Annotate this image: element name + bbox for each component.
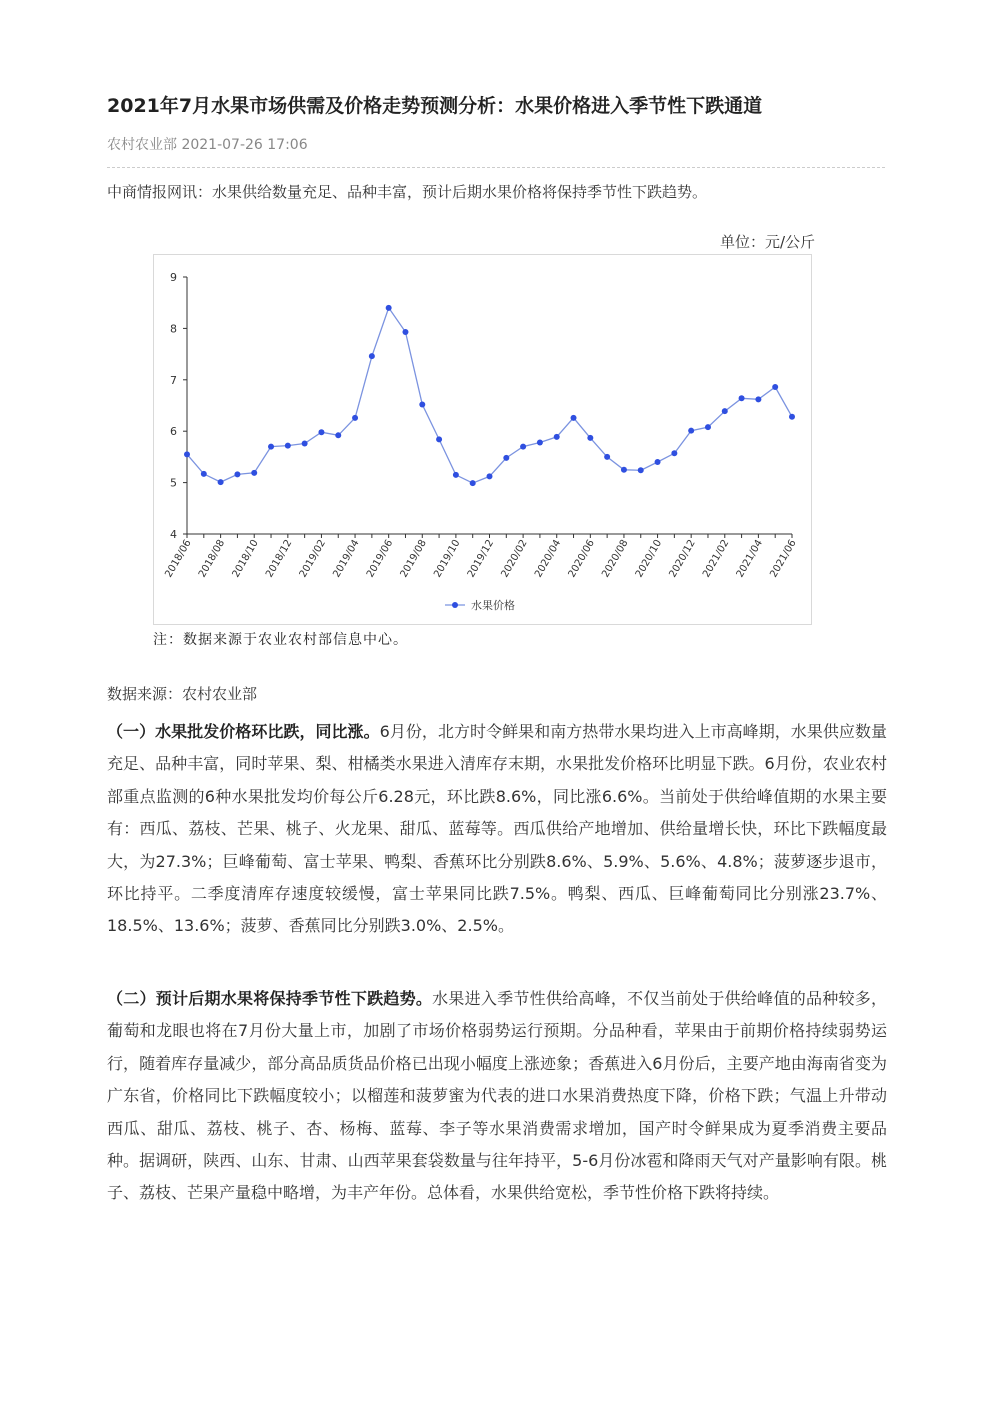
x-tick-label: 2021/02	[701, 538, 732, 580]
data-point	[470, 480, 476, 486]
paragraph-2-heading: （二）预计后期水果将保持季节性下跌趋势。	[107, 989, 433, 1008]
data-point	[386, 305, 392, 311]
data-point	[571, 415, 577, 421]
data-point	[318, 429, 324, 435]
data-point	[772, 384, 778, 390]
x-tick-label: 2021/06	[768, 538, 799, 580]
data-point	[419, 401, 425, 407]
data-source: 数据来源：农村农业部	[107, 685, 258, 703]
data-point	[436, 436, 442, 442]
price-chart	[153, 254, 812, 625]
data-point	[755, 396, 761, 402]
data-point	[234, 471, 240, 477]
y-tick-label: 7	[170, 373, 177, 387]
data-point	[402, 329, 408, 335]
data-point	[352, 415, 358, 421]
data-point	[537, 440, 543, 446]
data-point	[688, 428, 694, 434]
divider	[107, 167, 885, 168]
data-point	[671, 450, 677, 456]
chart-note: 注：数据来源于农业农村部信息中心。	[153, 632, 408, 648]
x-tick-label: 2021/04	[734, 538, 765, 580]
data-point	[218, 479, 224, 485]
data-point	[587, 435, 593, 441]
x-tick-label: 2018/06	[163, 538, 194, 580]
data-point	[453, 472, 459, 478]
lead-paragraph: 中商情报网讯：水果供给数量充足、品种丰富，预计后期水果价格将保持季节性下跌趋势。	[107, 183, 708, 201]
x-tick-label: 2019/12	[465, 538, 497, 580]
data-point	[638, 467, 644, 473]
price-chart-svg	[154, 255, 811, 624]
data-point	[184, 451, 190, 457]
legend-label: 水果价格	[471, 599, 515, 612]
paragraph-1-heading: （一）水果批发价格环比跌，同比涨。	[107, 722, 380, 741]
x-tick-label: 2020/04	[533, 538, 564, 580]
paragraph-2	[107, 983, 887, 1210]
x-tick-label: 2019/02	[297, 538, 329, 580]
legend-marker	[452, 602, 458, 608]
paragraph-2-body: 水果进入季节性供给高峰，不仅当前处于供给峰值的品种较多，葡萄和龙眼也将在7月份大量上市，加剧了市场价格弱势运行预期。分品种看，苹果由于前期价格持续弱势运行，随着库存量减少，部分高品质货品价格已出现小幅度上涨迹象；香蕉进入6月份后，主要产地由海南省变为广东省，价格同比下跌幅度较小；以榴莲和菠萝蜜为代表的进口水果消费热度下降，价格下跌；气温上升带动西瓜、甜瓜、荔枝、桃子、杏、杨梅、蓝莓、李子等水果消费需求增加，国产时令鲜果成为夏季消费主要品种。据调研，陕西、山东、甘肃、山西苹果套袋数量与往年持平，5-6月份冰雹和降雨天气对产量影响有限。桃子、荔枝、芒果产量稳中略增，为丰产年份。总体看，水果供给宽松，季节性价格下跌将持续。	[107, 989, 887, 1203]
data-point	[251, 470, 257, 476]
y-tick-label: 9	[170, 271, 177, 284]
x-tick-label: 2018/12	[264, 538, 295, 580]
article-meta: 农村农业部 2021-07-26 17:06	[107, 137, 308, 153]
data-point	[739, 395, 745, 401]
x-tick-label: 2020/06	[566, 538, 597, 580]
x-tick-label: 2020/12	[667, 538, 698, 580]
data-point	[722, 408, 728, 414]
paragraph-1-body: 6月份，北方时令鲜果和南方热带水果均进入上市高峰期，水果供应数量充足、品种丰富，同时苹果、梨、柑橘类水果进入清库存末期，水果批发价格环比明显下跌。6月份，农业农村部重点监测的6种水果批发均价每公斤6.28元，环比跌8.6%，同比涨6.6%。当前处于供给峰值期的水果主要有：西瓜、荔枝、芒果、桃子、火龙果、甜瓜、蓝莓等。西瓜供给产地增加、供给量增长快，环比下跌幅度最大，为27.3%；巨峰葡萄、富士苹果、鸭梨、香蕉环比分别跌8.6%、5.9%、5.6%、4.8%；菠萝逐步退市，环比持平。二季度清库存速度较缓慢，富士苹果同比跌7.5%。鸭梨、西瓜、巨峰葡萄同比分别涨23.7%、18.5%、13.6%；菠萝、香蕉同比分别跌3.0%、2.5%。	[107, 722, 887, 936]
data-point	[302, 441, 308, 447]
x-tick-label: 2020/08	[600, 538, 631, 580]
data-point	[789, 414, 795, 420]
x-tick-label: 2019/04	[331, 538, 362, 580]
x-tick-label: 2020/10	[633, 538, 665, 580]
data-point	[621, 467, 627, 473]
data-point	[520, 444, 526, 450]
x-tick-label: 2019/08	[398, 538, 429, 580]
article-title: 2021年7月水果市场供需及价格走势预测分析：水果价格进入季节性下跌通道	[107, 95, 763, 117]
data-point	[285, 443, 291, 449]
data-point	[554, 434, 560, 440]
data-point	[268, 444, 274, 450]
data-point	[487, 473, 493, 479]
data-point	[503, 455, 509, 461]
y-tick-label: 6	[170, 425, 177, 439]
x-tick-label: 2019/10	[432, 538, 463, 580]
unit-label: 单位：元/公斤	[720, 233, 816, 251]
paragraph-1	[107, 716, 887, 943]
x-tick-label: 2020/02	[499, 538, 530, 580]
data-point	[604, 454, 610, 460]
y-tick-label: 5	[170, 476, 177, 490]
x-tick-label: 2018/08	[196, 538, 228, 580]
series-line	[187, 308, 792, 483]
y-tick-label: 8	[170, 322, 177, 336]
x-tick-label: 2018/10	[230, 538, 261, 580]
data-point	[335, 432, 341, 438]
data-point	[655, 459, 661, 465]
x-tick-label: 2019/06	[364, 538, 396, 580]
data-point	[705, 424, 711, 430]
data-point	[201, 471, 207, 477]
y-tick-label: 4	[170, 528, 177, 541]
data-point	[369, 353, 375, 359]
